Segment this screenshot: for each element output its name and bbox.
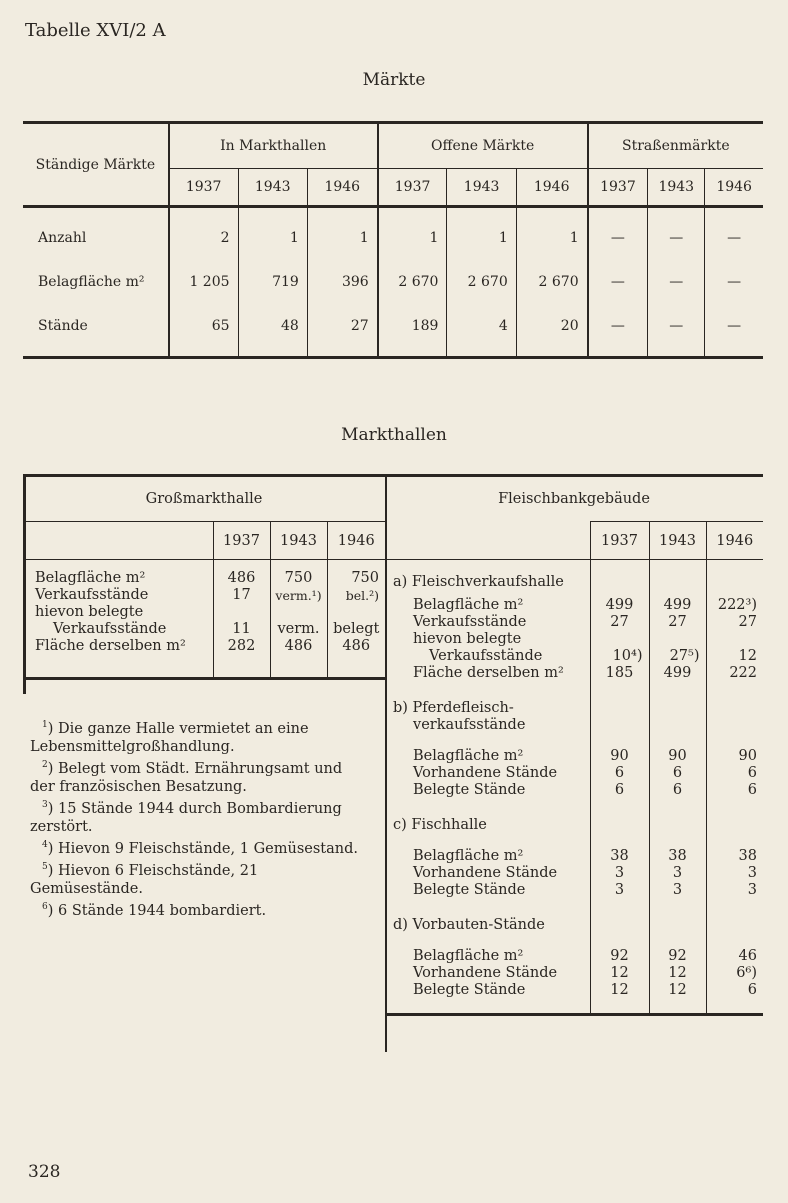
footnote: $^1$) Die ganze Halle vermietet an eine Lebensmittelgroßhandlung. [30,720,309,755]
section-header: Großmarkthalle [23,476,385,522]
row-label: Verkaufsstände [53,621,167,637]
row-label: hievon belegte [35,604,144,620]
cell: 486 [213,570,270,587]
year-header: 1943 [238,169,307,207]
cell: 396 [307,260,377,304]
cell: 27 [706,614,763,631]
row-label: Belagfläche m² [413,748,524,764]
table-row [23,304,763,348]
year-header: 1943 [447,169,516,207]
section-header: Fleischbankgebäude [498,491,650,507]
cell: 6 [706,782,763,799]
table-label: Tabelle XVI/2 A [25,20,166,41]
row-label: Anzahl [38,230,87,246]
footnote: $^3$) 15 Stände 1944 durch Bombardierung zerstört. [30,800,342,835]
year-header: 1943 [270,522,327,560]
cell: 6 [649,765,706,782]
year-header: 1943 [649,522,706,560]
cell: 65 [169,304,238,348]
cell: 750 [327,570,385,587]
cell: 719 [238,260,307,304]
year-header: 1946 [516,169,587,207]
cell: 3 [706,882,763,899]
cell: 12 [590,965,649,982]
footnote: $^5$) Hievon 6 Fleischstände, 21 Gemüsestände. [30,862,259,897]
year-header: 1946 [307,169,377,207]
cell: 486 [327,638,385,655]
cell: 6⁶) [706,965,763,982]
cell: 6 [590,782,649,799]
row-label: Belagfläche m² [413,848,524,864]
cell: 3 [649,865,706,882]
cell: 12 [590,982,649,999]
group-header: In Markthallen [169,123,378,169]
table-row [23,260,763,304]
cell: 10⁴) [590,648,649,665]
cell: 38 [706,848,763,865]
row-label: Belagfläche m² [38,274,145,290]
section-title: c) Fischhalle [393,817,487,833]
cell: 27 [307,304,377,348]
cell: 6 [706,982,763,999]
cell: 222 [706,665,763,682]
row-header: Ständige Märkte [35,156,156,173]
fleischbankgebaeude-table [385,474,763,1016]
cell: — [588,304,648,348]
cell: 282 [213,638,270,655]
cell: 90 [706,748,763,765]
cell: 6 [590,765,649,782]
cell: 17 [213,587,270,604]
cell: 12 [706,648,763,665]
cell: 1 [378,216,447,260]
row-label: Verkaufsstände [35,587,149,603]
cell: 38 [590,848,649,865]
group-header: Straßenmärkte [588,123,763,169]
title-markthallen: Markthallen [341,425,447,445]
cell: 1 [516,216,587,260]
middle-divider [385,474,387,1052]
cell: 486 [270,638,327,655]
cell: 4 [447,304,516,348]
cell: 90 [590,748,649,765]
cell: 2 670 [447,260,516,304]
cell: 90 [649,748,706,765]
row-label: hievon belegte [413,631,522,647]
cell: 499 [649,597,706,614]
cell: 2 670 [378,260,447,304]
cell: bel.²) [327,587,385,604]
page-number: 328 [28,1162,61,1182]
cell: 27 [649,614,706,631]
footnote: $^6$) 6 Stände 1944 bombardiert. [42,902,267,919]
row-label: Belegte Stände [413,782,526,798]
cell: 12 [649,965,706,982]
maerkte-table [23,121,763,359]
year-header: 1946 [706,522,763,560]
cell: 750 [270,570,327,587]
year-header: 1946 [327,522,385,560]
row-label: Vorhandene Stände [413,965,558,981]
footnote: $^2$) Belegt vom Städt. Ernährungsamt und der französischen Besatzung. [30,760,343,795]
cell: — [705,216,763,260]
row-label: Stände [38,318,88,334]
cell: belegt [327,621,385,638]
group-header: Offene Märkte [378,123,588,169]
cell: 11 [213,621,270,638]
cell: 1 [307,216,377,260]
row-label: Fläche derselben m² [413,665,564,681]
year-header: 1937 [588,169,648,207]
title-maerkte: Märkte [362,70,426,90]
row-label: Vorhandene Stände [413,865,558,881]
cell: — [588,216,648,260]
cell: 222³) [706,597,763,614]
cell: 6 [706,765,763,782]
row-label: Belegte Stände [413,982,526,998]
table-row [23,216,763,260]
footnotes [30,720,370,924]
cell: 6 [649,782,706,799]
row-label: Belagfläche m² [35,570,146,586]
year-header: 1937 [378,169,447,207]
cell: — [648,260,705,304]
section-title: b) Pferdefleisch- [393,700,514,716]
left-border [23,474,26,694]
footnote: $^4$) Hievon 9 Fleischstände, 1 Gemüsestand. [42,840,358,857]
cell: 38 [649,848,706,865]
section-title: d) Vorbauten-Stände [393,917,545,933]
cell: 1 205 [169,260,238,304]
cell: 3 [706,865,763,882]
grossmarkthalle-table [23,474,385,680]
row-label: Verkaufsstände [429,648,543,664]
cell: 20 [516,304,587,348]
row-label: Belagfläche m² [413,597,524,613]
cell: verm.¹) [270,587,327,604]
cell: 3 [590,865,649,882]
cell: — [705,260,763,304]
year-header: 1943 [648,169,705,207]
row-label: Vorhandene Stände [413,765,558,781]
cell: — [648,304,705,348]
cell: verm. [270,621,327,638]
cell: 499 [649,665,706,682]
row-label: Belagfläche m² [413,948,524,964]
cell: 2 670 [516,260,587,304]
cell: 46 [706,948,763,965]
cell: 27 [590,614,649,631]
cell: 499 [590,597,649,614]
year-header: 1937 [169,169,238,207]
section-title: verkaufsstände [413,717,526,733]
cell: 2 [169,216,238,260]
row-label: Belegte Stände [413,882,526,898]
cell: — [648,216,705,260]
cell: 48 [238,304,307,348]
cell: 1 [238,216,307,260]
cell: 92 [649,948,706,965]
section-title: a) Fleischverkaufshalle [393,574,564,590]
cell: 12 [649,982,706,999]
year-header: 1937 [590,522,649,560]
cell: 3 [590,882,649,899]
year-header: 1937 [213,522,270,560]
cell: 1 [447,216,516,260]
row-label: Fläche derselben m² [35,638,186,654]
cell: 189 [378,304,447,348]
cell: 185 [590,665,649,682]
cell: — [588,260,648,304]
row-label: Verkaufsstände [413,614,527,630]
cell: 3 [649,882,706,899]
cell: 92 [590,948,649,965]
year-header: 1946 [705,169,763,207]
cell: 27⁵) [649,648,706,665]
cell: — [705,304,763,348]
